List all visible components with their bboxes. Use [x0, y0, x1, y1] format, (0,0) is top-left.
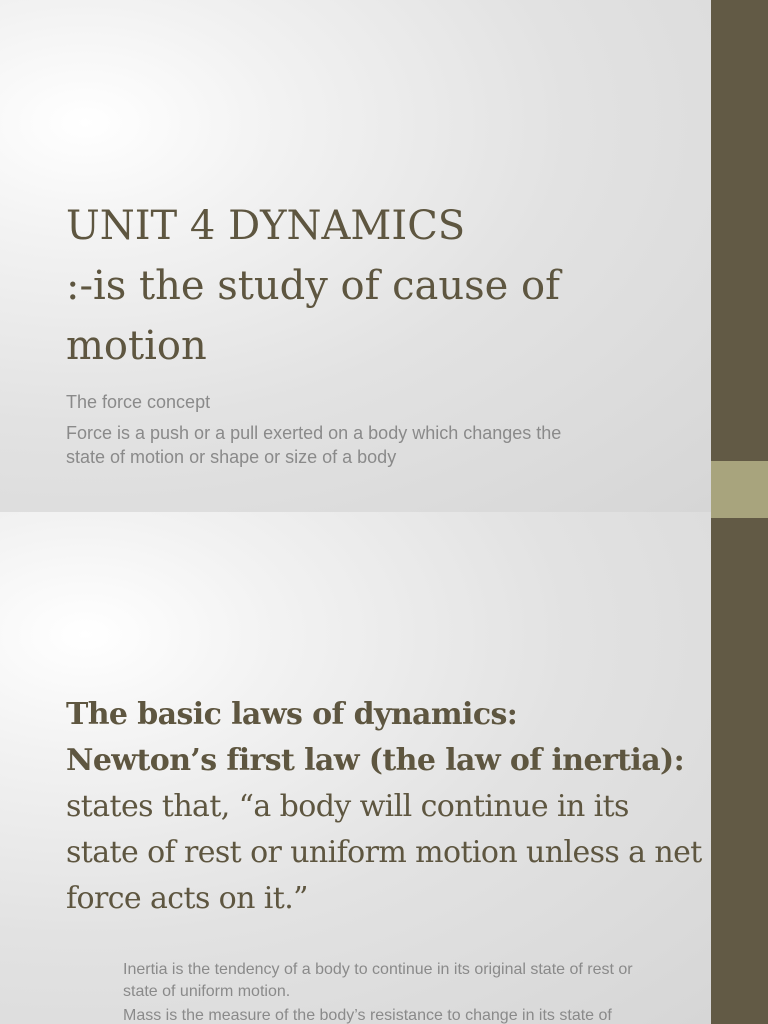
slide-2: [0, 512, 711, 1024]
slide-1-body: [66, 390, 586, 476]
slide-2-body: [123, 959, 653, 1024]
slide-2-body-paragraph-2: Mass is the measure of the body’s resistance to change in its state of: [123, 1007, 612, 1024]
decorative-sidebar-accent: [711, 461, 768, 518]
slide-2-heading-statement: states that, “a body will continue in its state of rest or uniform motion unless a net force acts on it.”: [66, 789, 702, 916]
slide-1-body-paragraph-2: Force is a push or a pull exerted on a body which changes the state of motion or shape or size of a body: [66, 423, 562, 467]
slide-1-title-line-2: :-is the study of cause of motion: [66, 263, 560, 369]
slide-2-heading-line-1: The basic laws of dynamics:: [66, 697, 518, 732]
slide-2-body-paragraph-1: Inertia is the tendency of a body to continue in its original state of rest or state of uniform motion.: [123, 961, 633, 1000]
slide-2-heading-line-2: Newton’s first law (the law of inertia):: [66, 743, 685, 778]
slide-1-title-line-1: UNIT 4 DYNAMICS: [66, 203, 466, 249]
slide-1-body-paragraph-1: The force concept: [66, 392, 211, 412]
slide-2-heading: [66, 692, 706, 922]
slide-1-title: [66, 196, 626, 376]
slide-1: [0, 0, 711, 512]
